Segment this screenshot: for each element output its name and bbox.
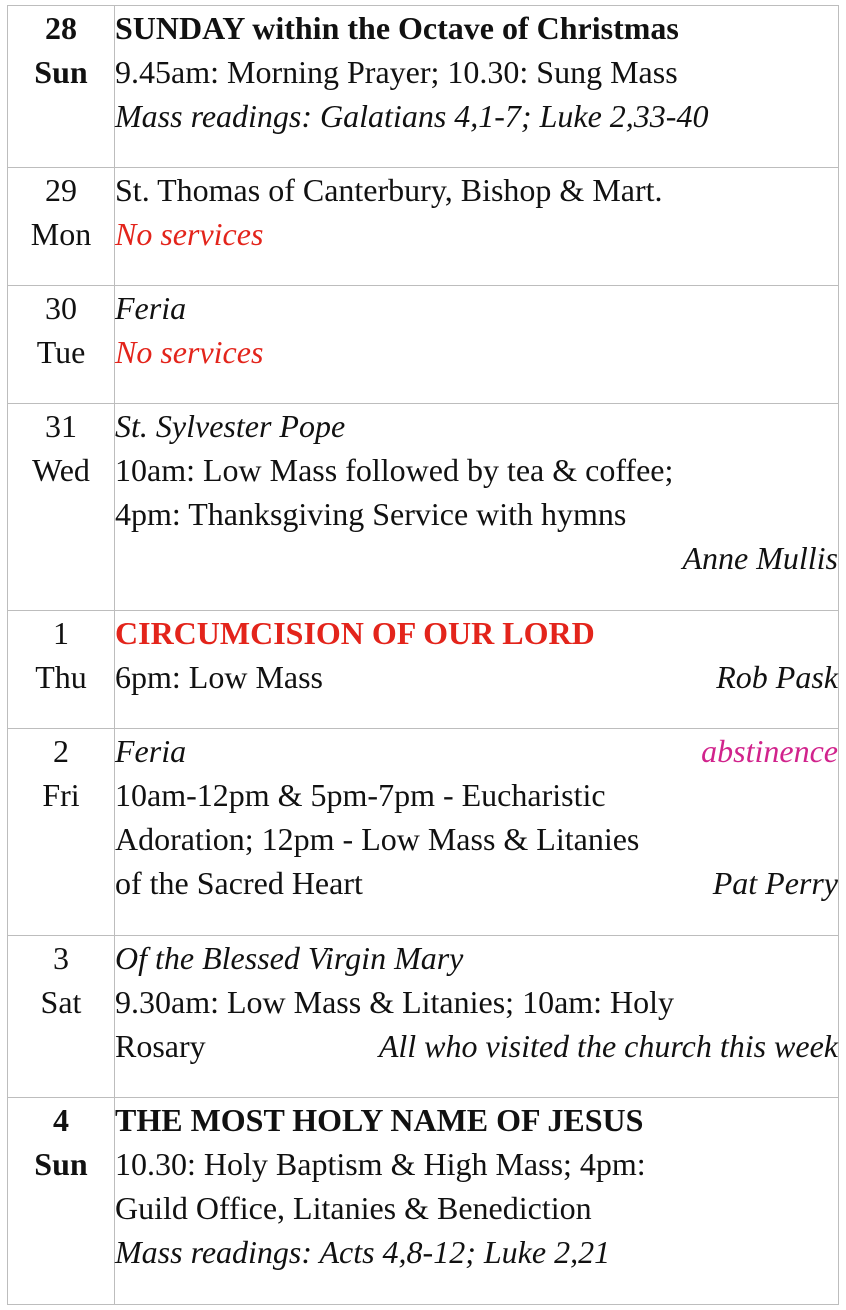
entry-cell [115,404,839,611]
day-number: 31 [45,408,77,444]
day-number: 29 [45,172,77,208]
date-cell [8,936,115,1098]
day-number: 4 [53,1102,69,1138]
day-name: Sun [34,1146,88,1182]
date-cell [8,6,115,168]
services-line [115,655,838,699]
services-text: 10.30: Holy Baptism & High Mass; 4pm: [115,1146,646,1182]
feast-title: St. Sylvester Pope [115,408,346,444]
entry-cell [115,936,839,1098]
services-text: Guild Office, Litanies & Benediction [115,1190,592,1226]
services-text: 6pm: Low Mass [115,659,323,695]
calendar-row [8,6,839,168]
date-cell [8,404,115,611]
day-name: Sun [34,54,88,90]
feast-title: SUNDAY within the Octave of Christmas [115,10,679,46]
calendar-row [8,1098,839,1305]
services-line [115,861,838,905]
services-text: 4pm: Thanksgiving Service with hymns [115,496,627,532]
entry-cell [115,611,839,729]
calendar-row [8,286,839,404]
entry-cell [115,168,839,286]
title-line [115,729,838,773]
entry-cell [115,1098,839,1305]
services-text: Adoration; 12pm - Low Mass & Litanies [115,821,640,857]
services-text: 10am: Low Mass followed by tea & coffee; [115,452,674,488]
day-number: 3 [53,940,69,976]
services-text: 9.45am: Morning Prayer; 10.30: Sung Mass [115,54,678,90]
services-text: of the Sacred Heart [115,865,363,901]
day-number: 28 [45,10,77,46]
date-cell [8,168,115,286]
day-number: 30 [45,290,77,326]
day-name: Wed [32,452,90,488]
calendar-row [8,936,839,1098]
services-line [115,1024,838,1068]
abstinence-note: abstinence [701,733,838,769]
feast-title: Feria [115,733,187,769]
person-name: All who visited the church this week [378,1028,838,1064]
date-cell [8,1098,115,1305]
services-text: No services [115,216,264,252]
feast-title: THE MOST HOLY NAME OF JESUS [115,1102,644,1138]
services-text: 9.30am: Low Mass & Litanies; 10am: Holy [115,984,675,1020]
services-text: 10am-12pm & 5pm-7pm - Eucharistic [115,777,606,813]
services-text: No services [115,334,264,370]
day-number: 2 [53,733,69,769]
entry-cell [115,6,839,168]
calendar-row [8,729,839,936]
calendar-row [8,611,839,729]
date-cell [8,729,115,936]
calendar-row [8,404,839,611]
person-name: Rob Pask [716,659,838,695]
day-name: Fri [42,777,80,813]
calendar-row [8,168,839,286]
feast-title: CIRCUMCISION OF OUR LORD [115,615,595,651]
day-name: Thu [35,659,87,695]
feast-title: St. Thomas of Canterbury, Bishop & Mart. [115,172,663,208]
day-name: Mon [30,216,92,252]
person-name: Anne Mullis [682,540,838,576]
entry-cell [115,729,839,936]
day-name: Sat [40,984,82,1020]
mass-readings: Mass readings: Acts 4,8-12; Luke 2,21 [115,1234,611,1270]
date-cell [8,611,115,729]
person-name: Pat Perry [712,865,838,901]
day-number: 1 [53,615,69,651]
service-calendar-table [7,5,839,1305]
feast-title: Feria [115,290,187,326]
feast-title: Of the Blessed Virgin Mary [115,940,464,976]
mass-readings: Mass readings: Galatians 4,1-7; Luke 2,33-40 [115,98,709,134]
entry-cell [115,286,839,404]
date-cell [8,286,115,404]
day-name: Tue [36,334,86,370]
services-text: Rosary [115,1028,206,1064]
